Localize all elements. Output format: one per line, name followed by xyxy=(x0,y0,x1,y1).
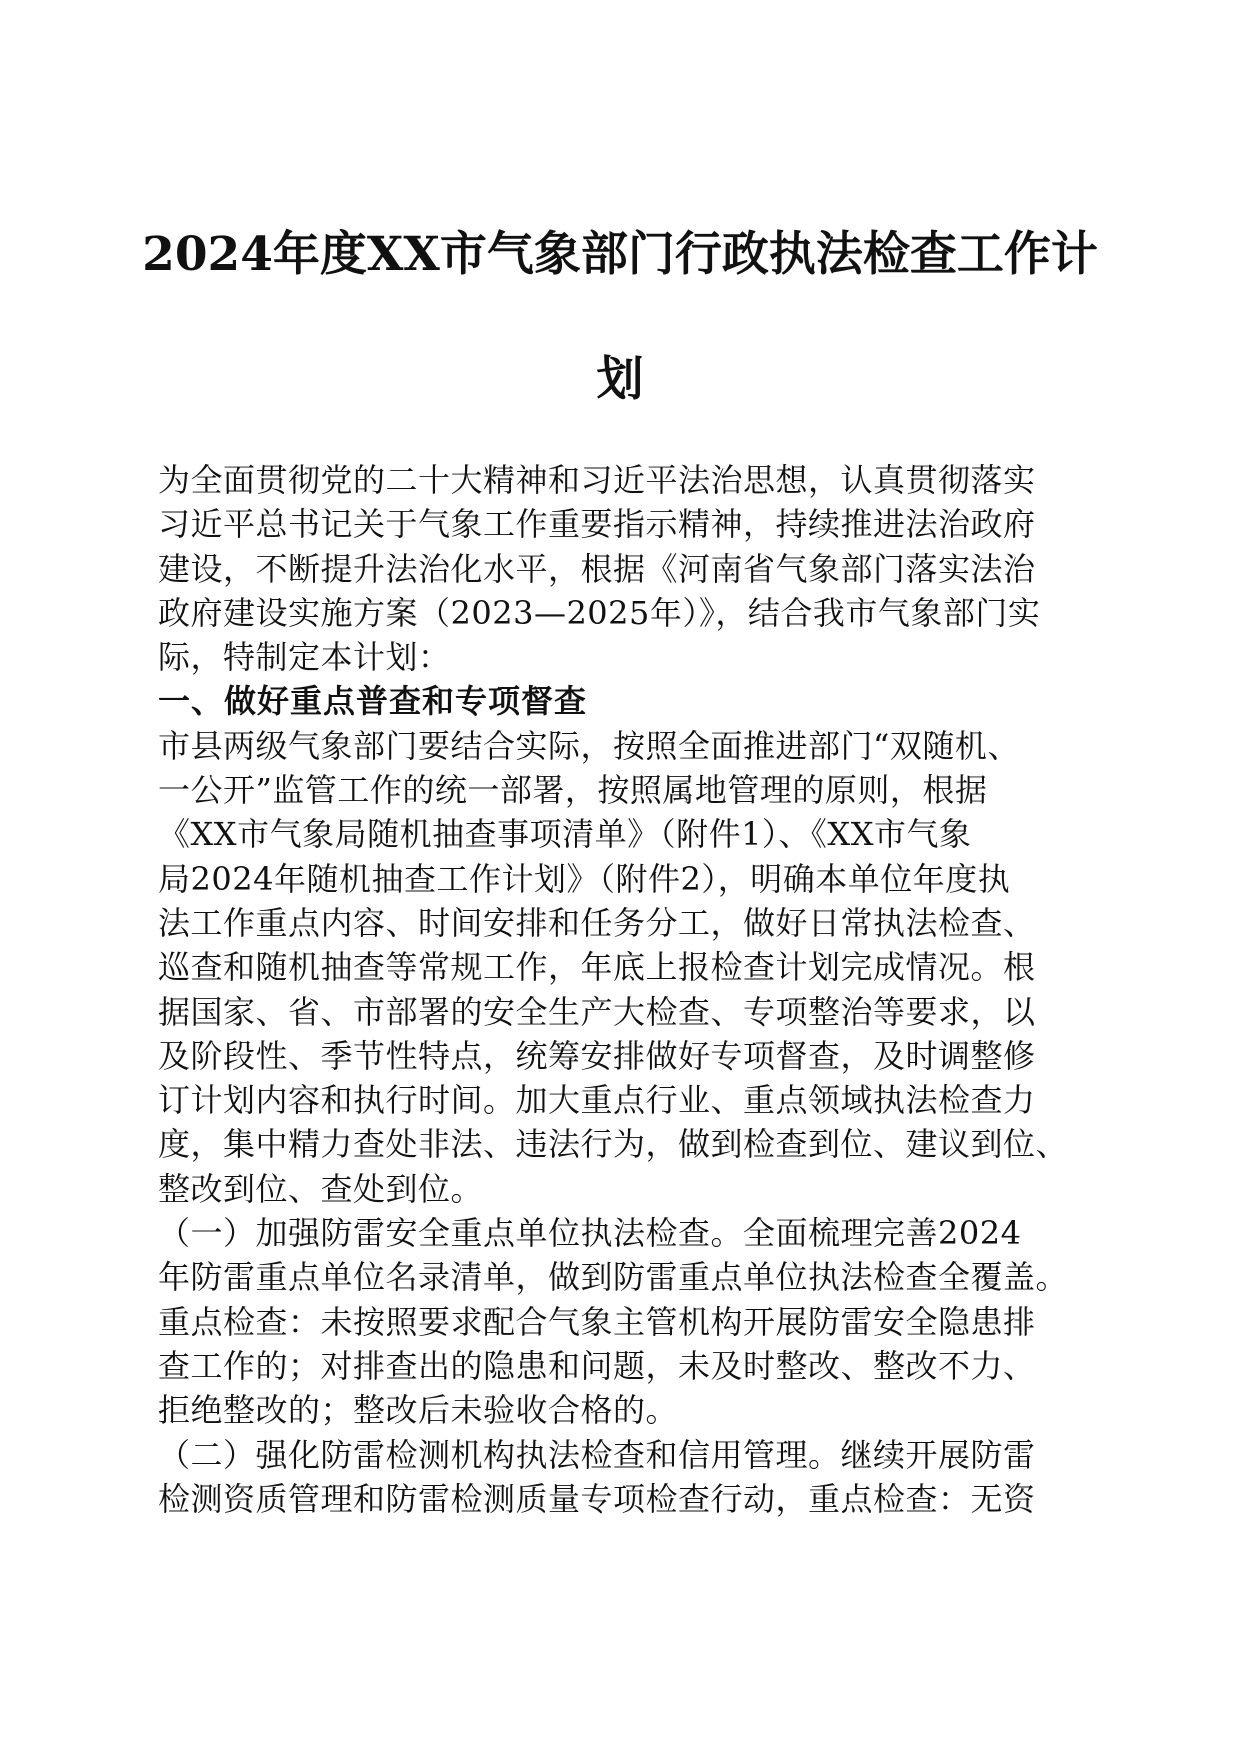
subsection-line: （一）加强防雷安全重点单位执法检查。全面梳理完善2024 xyxy=(158,1214,1022,1253)
body-line: 据国家、省、市部署的安全生产大检查、专项整治等要求，以 xyxy=(158,992,1036,1031)
body-line: 局2024年随机抽查工作计划》（附件2），明确本单位年度执 xyxy=(158,859,1011,898)
body-line: 建设，不断提升法治化水平，根据《河南省气象部门落实法治 xyxy=(158,549,1036,588)
body-line: 拒绝整改的；整改后未验收合格的。 xyxy=(158,1391,679,1430)
body-line: 市县两级气象部门要结合实际，按照全面推进部门“双随机、 xyxy=(158,726,1020,765)
body-line: 年防雷重点单位名录清单，做到防雷重点单位执法检查全覆盖。 xyxy=(158,1258,1069,1297)
body-line: 检测资质管理和防雷检测质量专项检查行动，重点检查：无资 xyxy=(158,1479,1036,1518)
document-title-line-1: 2024年度XX市气象部门行政执法检查工作计 xyxy=(142,227,1098,282)
body-line: 整改到位、查处到位。 xyxy=(158,1169,484,1208)
document-body xyxy=(158,458,1082,1521)
body-line: 订计划内容和执行时间。加大重点行业、重点领域执法检查力 xyxy=(158,1081,1036,1120)
document-title-line-2: 划 xyxy=(596,352,644,407)
body-line: 《XX市气象局随机抽查事项清单》（附件1）、《XX市气象 xyxy=(158,815,972,854)
body-line: 际，特制定本计划： xyxy=(158,638,451,677)
section-heading: 一、做好重点普查和专项督查 xyxy=(158,682,588,721)
body-line: 巡查和随机抽查等常规工作，年底上报检查计划完成情况。根 xyxy=(158,948,1036,987)
body-line: 度，集中精力查处非法、违法行为，做到检查到位、建议到位、 xyxy=(158,1125,1069,1164)
body-line: 一公开”监管工作的统一部署，按照属地管理的原则，根据 xyxy=(158,771,988,810)
body-line: 及阶段性、季节性特点，统筹安排做好专项督查，及时调整修 xyxy=(158,1036,1036,1075)
body-line: 法工作重点内容、时间安排和任务分工，做好日常执法检查、 xyxy=(158,903,1036,942)
subsection-line: （二）强化防雷检测机构执法检查和信用管理。继续开展防雷 xyxy=(158,1435,1036,1474)
body-line: 政府建设实施方案（2023—2025年）》，结合我市气象部门实 xyxy=(158,593,1041,632)
body-line: 为全面贯彻党的二十大精神和习近平法治思想，认真贯彻落实 xyxy=(158,461,1036,499)
body-line: 查工作的；对排查出的隐患和问题，未及时整改、整改不力、 xyxy=(158,1346,1036,1385)
body-line: 习近平总书记关于气象工作重要指示精神，持续推进法治政府 xyxy=(158,505,1036,544)
body-line: 重点检查：未按照要求配合气象主管机构开展防雷安全隐患排 xyxy=(158,1302,1036,1341)
